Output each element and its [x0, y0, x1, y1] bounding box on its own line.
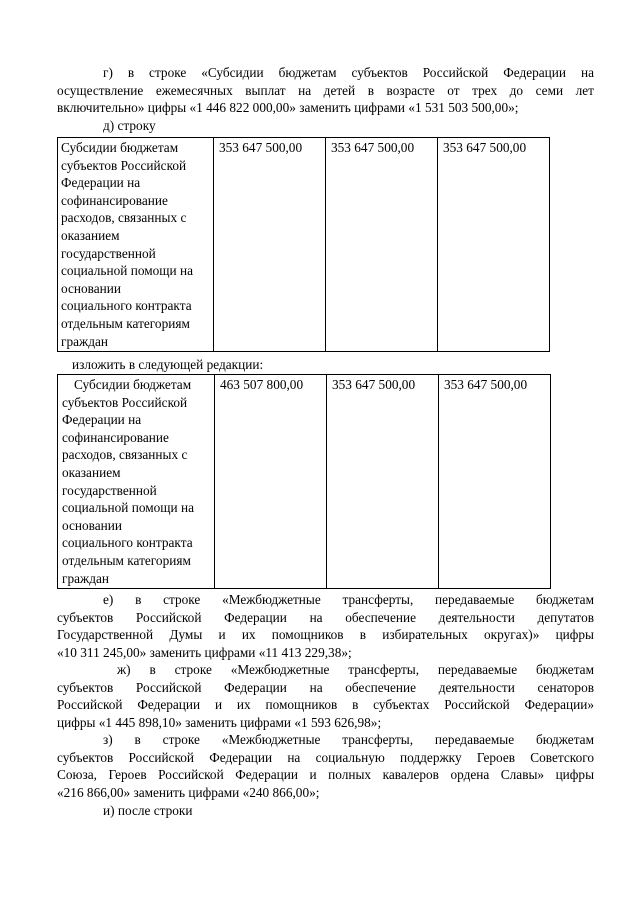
- value-cell: 463 507 800,00: [215, 375, 327, 589]
- item-d-label: д) строку: [103, 118, 156, 133]
- row-name-line: оказанием: [61, 227, 120, 243]
- item-z-line: «216 866,00» заменить цифрами «240 866,00»;: [57, 784, 320, 800]
- row-name-line: государственной: [61, 245, 156, 261]
- row-name-line: социальной помощи на: [61, 263, 193, 279]
- value-cell: 353 647 500,00: [327, 375, 439, 589]
- row-name-line: Федерации на: [62, 412, 142, 428]
- value-cell: 353 647 500,00: [214, 138, 326, 352]
- row-name-line: субъектов Российской: [62, 394, 188, 410]
- row-name-line: отдельным категориям: [61, 315, 190, 331]
- row-name-line: государственной: [62, 482, 157, 498]
- item-zh-line: Российской Федерации и их помощников в субъектах Российской Федерации»: [57, 697, 594, 713]
- item-zh-line: субъектов Российской Федерации на обеспечение деятельности сенаторов: [57, 679, 594, 695]
- item-i-label: и) после строки: [103, 803, 193, 818]
- item-z-line: субъектов Российской Федерации на социальную поддержку Героев Советского: [57, 749, 594, 765]
- row-name-line: расходов, связанных с: [62, 447, 188, 463]
- item-z-line: з) в строке «Межбюджетные трансферты, передаваемые бюджетам: [103, 732, 594, 747]
- row-name-line: оказанием: [62, 464, 121, 480]
- item-z-line: Союза, Героев Российской Федерации и полных кавалеров ордена Славы» цифры: [57, 767, 594, 783]
- row-name-line: граждан: [62, 570, 109, 586]
- row-name-line: софинансирование: [62, 429, 169, 445]
- item-e-line: «10 311 245,00» заменить цифрами «11 413 229,38»;: [57, 644, 352, 660]
- row-name-line: отдельным категориям: [62, 552, 191, 568]
- item-e-line: субъектов Российской Федерации на обеспечение деятельности депутатов: [57, 609, 594, 625]
- item-zh-line: ж) в строке «Межбюджетные трансферты, передаваемые бюджетам: [117, 662, 594, 677]
- table-row: [58, 138, 550, 352]
- row-name-line: Федерации на: [61, 175, 141, 191]
- row-name-line: основании: [62, 517, 122, 533]
- item-g-line: г) в строке «Субсидии бюджетам субъектов Российской Федерации на: [103, 65, 594, 80]
- row-name-line: Субсидии бюджетам: [61, 140, 179, 155]
- edit-instruction-label: изложить в следующей редакции:: [72, 357, 264, 372]
- table-row: [58, 375, 551, 589]
- row-name-line: софинансирование: [61, 192, 168, 208]
- row-name-cell: [58, 138, 214, 352]
- item-zh-paragraph: [57, 661, 594, 731]
- item-e-paragraph: [57, 591, 594, 661]
- row-name-line: Субсидии бюджетам: [74, 377, 192, 392]
- row-name-line: расходов, связанных с: [61, 210, 187, 226]
- row-name-line: основании: [61, 280, 121, 296]
- row-name-line: граждан: [61, 333, 108, 349]
- new-row-table: [57, 374, 551, 589]
- row-name-cell: [58, 375, 215, 589]
- value-cell: 353 647 500,00: [438, 138, 550, 352]
- item-zh-line: цифры «1 445 898,10» заменить цифрами «1 593 626,98»;: [57, 714, 382, 730]
- item-e-line: е) в строке «Межбюджетные трансферты, передаваемые бюджетам: [103, 592, 594, 607]
- original-row-table: [57, 137, 550, 352]
- row-name-line: социальной помощи на: [62, 500, 194, 516]
- row-name-line: социального контракта: [61, 298, 192, 314]
- item-e-line: Государственной Думы и их помощников в избирательных округах)» цифры: [57, 627, 594, 643]
- row-name-line: социального контракта: [62, 535, 193, 551]
- value-cell: 353 647 500,00: [439, 375, 551, 589]
- item-g-line: включительно» цифры «1 446 822 000,00» заменить цифрами «1 531 503 500,00»;: [57, 100, 519, 116]
- row-name-line: субъектов Российской: [61, 157, 187, 173]
- item-g-line: осуществление ежемесячных выплат на детей в возрасте от трех до семи лет: [57, 82, 594, 98]
- value-cell: 353 647 500,00: [326, 138, 438, 352]
- item-z-paragraph: [57, 731, 594, 801]
- item-g-paragraph: [57, 64, 594, 117]
